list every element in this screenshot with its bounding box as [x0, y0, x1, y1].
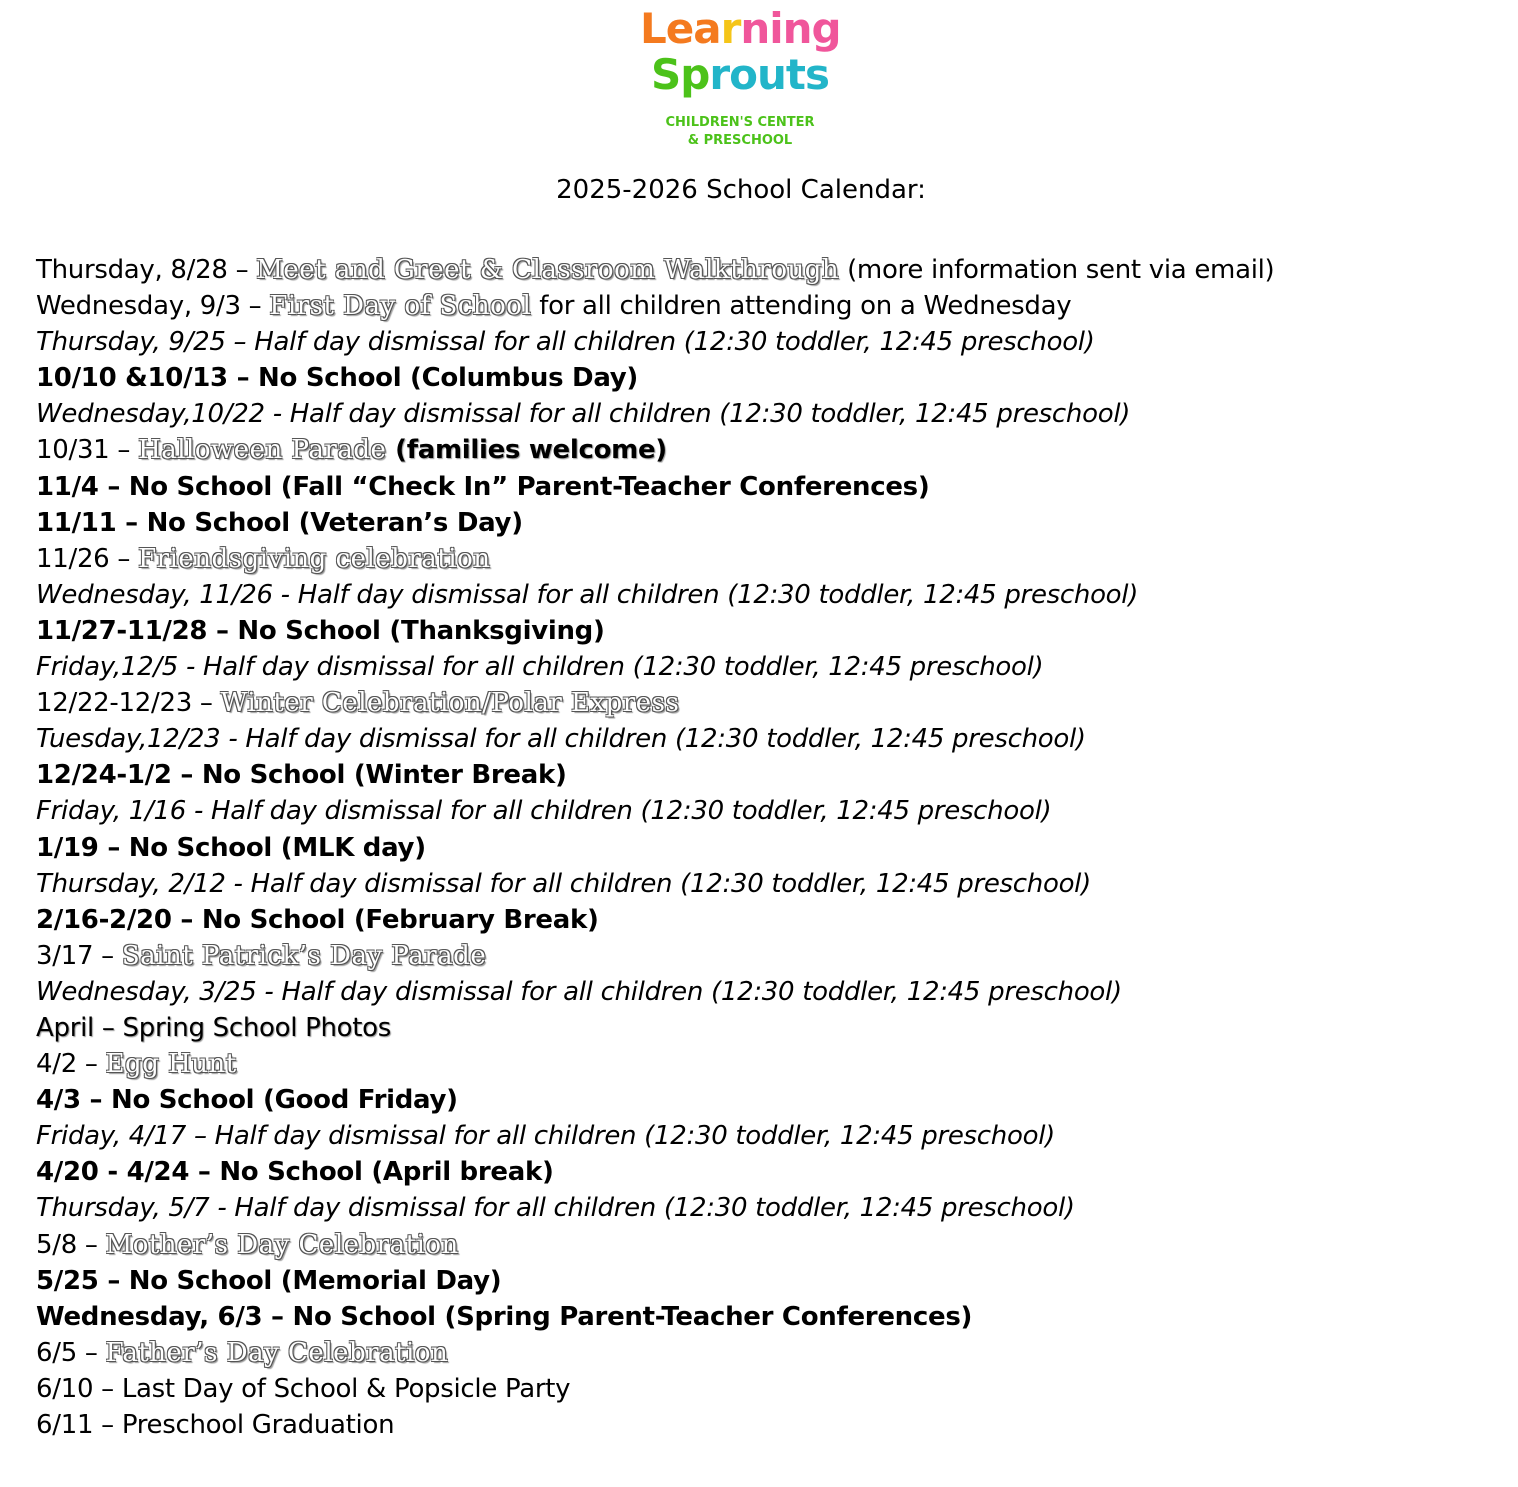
logo-letter: o [729, 50, 757, 99]
calendar-entry [36, 1046, 1496, 1082]
calendar-entry [36, 1082, 1496, 1118]
entry-text: Wednesday, 11/26 - Half day dismissal for all children (12:30 toddler, 12:45 preschool) [36, 579, 1139, 610]
calendar-entry [36, 721, 1496, 757]
entry-event-highlight: Winter Celebration/Polar Express [220, 688, 680, 719]
entry-text: 6/11 – Preschool Graduation [36, 1410, 395, 1440]
calendar-entry [36, 938, 1496, 974]
logo-letter: r [709, 50, 730, 99]
entry-text: 11/4 – No School (Fall “Check In” Parent-Teacher Conferences) [36, 471, 930, 502]
entry-text: 6/10 – Last Day of School & Popsicle Party [36, 1373, 571, 1404]
logo-letter: u [756, 50, 786, 99]
calendar-entry [36, 1299, 1496, 1335]
calendar-entry [36, 793, 1496, 829]
entry-event-highlight: Friendsgiving celebration [138, 543, 491, 574]
entry-text: Friday, 1/16 - Half day dismissal for all children (12:30 toddler, 12:45 preschool) [36, 796, 1052, 827]
calendar-entry [36, 252, 1496, 288]
calendar-entry [36, 396, 1496, 432]
calendar-entry [36, 1190, 1496, 1226]
entry-text: 10/10 &10/13 – No School (Columbus Day) [36, 363, 639, 394]
entry-date: 4/2 – [36, 1049, 106, 1080]
entry-text: Tuesday,12/23 - Half day dismissal for all children (12:30 toddler, 12:45 preschool) [36, 724, 1086, 755]
logo-letter: i [769, 4, 783, 53]
logo-letter: r [720, 4, 741, 53]
calendar-entry [36, 757, 1496, 793]
calendar-entry [36, 360, 1496, 396]
entry-text: Thursday, 9/25 – Half day dismissal for all children (12:30 toddler, 12:45 preschool) [36, 327, 1095, 358]
calendar-entry [36, 685, 1496, 721]
entry-date: Thursday, 8/28 – [36, 255, 257, 285]
entry-text: April – Spring School Photos [36, 1012, 392, 1043]
logo-word-learning [640, 6, 840, 52]
entry-date: 3/17 – [36, 940, 122, 971]
calendar-entry [36, 1118, 1496, 1154]
entry-date: 6/5 – [36, 1337, 106, 1368]
entry-text: Wednesday, 3/25 - Half day dismissal for all children (12:30 toddler, 12:45 preschool) [36, 976, 1122, 1007]
calendar-entry [36, 1371, 1496, 1407]
entry-text: 2/16-2/20 – No School (February Break) [36, 904, 599, 935]
calendar-entry [36, 1154, 1496, 1190]
entry-event-highlight: First Day of School [269, 291, 532, 322]
entry-text: 1/19 – No School (MLK day) [36, 832, 426, 863]
entry-event-highlight: Saint Patrick’s Day Parade [121, 940, 487, 971]
calendar-entry [36, 830, 1496, 866]
logo-letter: a [693, 4, 721, 53]
entry-text: Thursday, 5/7 - Half day dismissal for all children (12:30 toddler, 12:45 preschool) [36, 1193, 1075, 1224]
entry-text: Wednesday,10/22 - Half day dismissal for all children (12:30 toddler, 12:45 preschool) [36, 399, 1131, 430]
calendar-entry [36, 866, 1496, 902]
entry-text: Wednesday, 6/3 – No School (Spring Parent-Teacher Conferences) [36, 1301, 973, 1332]
calendar-entry [36, 288, 1496, 324]
calendar-entry [36, 1263, 1496, 1299]
calendar-entry [36, 1335, 1496, 1371]
entry-event-highlight: Egg Hunt [105, 1049, 237, 1080]
entry-event-highlight: Halloween Parade [138, 435, 387, 466]
logo-word-sprouts [640, 52, 840, 98]
logo-letter: n [740, 4, 770, 53]
calendar-entry [36, 469, 1496, 505]
calendar-entry [36, 1407, 1496, 1443]
logo-letter: n [782, 4, 812, 53]
entry-date: 10/31 – [36, 435, 139, 466]
calendar-entry [36, 613, 1496, 649]
calendar-entry-list [36, 252, 1496, 1443]
logo-letter: L [640, 4, 666, 53]
calendar-entry [36, 432, 1496, 468]
logo-subtitle-line1: CHILDREN'S CENTER [665, 115, 815, 130]
page-title: 2025-2026 School Calendar: [556, 175, 926, 205]
entry-date: 12/22-12/23 – [36, 688, 221, 719]
entry-date: 5/8 – [36, 1229, 106, 1260]
entry-note: (families welcome) [386, 435, 667, 466]
calendar-entry [36, 974, 1496, 1010]
entry-text: 4/3 – No School (Good Friday) [36, 1085, 458, 1116]
calendar-entry [36, 1227, 1496, 1263]
entry-text: 11/11 – No School (Veteran’s Day) [36, 507, 523, 538]
entry-text: 5/25 – No School (Memorial Day) [36, 1265, 502, 1296]
logo-letter: p [680, 50, 710, 99]
calendar-entry [36, 902, 1496, 938]
entry-text: Friday, 4/17 – Half day dismissal for all children (12:30 toddler, 12:45 preschool) [36, 1121, 1055, 1152]
logo-letter: g [811, 4, 841, 53]
entry-note: (more information sent via email) [839, 255, 1275, 285]
logo-letter: s [804, 50, 829, 99]
entry-text: 12/24-1/2 – No School (Winter Break) [36, 760, 567, 791]
entry-event-highlight: Meet and Greet & Classroom Walkthrough [256, 255, 840, 285]
entry-text: 4/20 - 4/24 – No School (April break) [36, 1157, 554, 1188]
entry-date: 11/26 – [36, 543, 139, 574]
calendar-entry [36, 577, 1496, 613]
calendar-entry [36, 505, 1496, 541]
calendar-entry [36, 1010, 1496, 1046]
logo-subtitle-line2: & PRESCHOOL [687, 133, 793, 148]
entry-note: for all children attending on a Wednesday [531, 291, 1072, 322]
calendar-entry [36, 649, 1496, 685]
entry-text: 11/27-11/28 – No School (Thanksgiving) [36, 615, 605, 646]
entry-event-highlight: Mother’s Day Celebration [105, 1229, 459, 1260]
calendar-entry [36, 541, 1496, 577]
entry-text: Thursday, 2/12 - Half day dismissal for all children (12:30 toddler, 12:45 preschool) [36, 868, 1091, 899]
logo-letter: t [785, 50, 805, 99]
entry-date: Wednesday, 9/3 – [36, 291, 270, 322]
learning-sprouts-logo [640, 6, 840, 151]
logo-letter: S [651, 50, 681, 99]
entry-event-highlight: Father’s Day Celebration [105, 1337, 449, 1368]
logo-letter: e [665, 4, 694, 53]
entry-text: Friday,12/5 - Half day dismissal for all children (12:30 toddler, 12:45 preschool) [36, 652, 1044, 683]
calendar-entry [36, 324, 1496, 360]
